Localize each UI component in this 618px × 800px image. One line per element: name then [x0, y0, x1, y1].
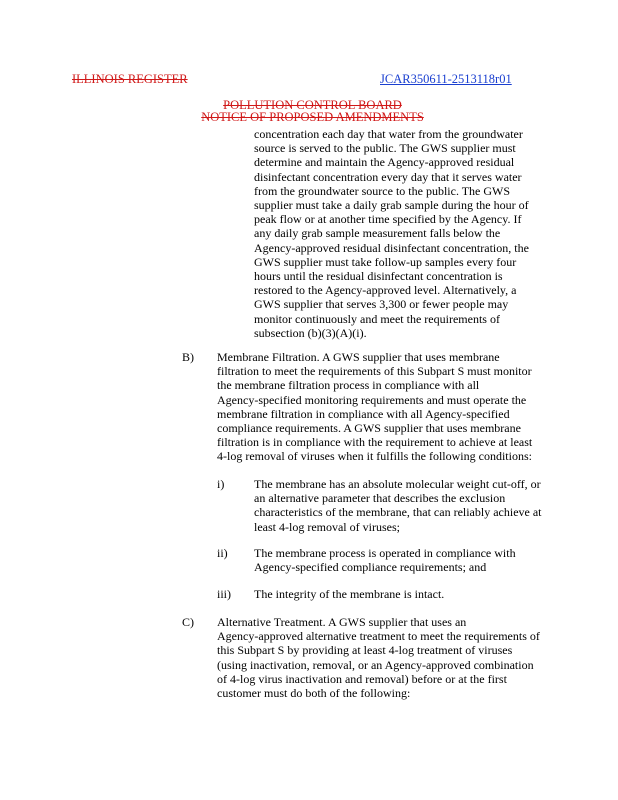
item-c-paragraph — [217, 615, 597, 700]
agency-heading — [190, 99, 435, 123]
text-line: subsection (b)(3)(A)(i). — [254, 325, 367, 340]
subitem-ii-label: ii) — [217, 546, 228, 560]
text-line: GWS supplier that serves 3,300 or fewer people may — [254, 297, 509, 312]
text-line: of 4-log virus inactivation and removal) before or at the first — [217, 671, 507, 686]
text-line: filtration is in compliance with the requirement to achieve at least — [217, 435, 533, 450]
text-line: Agency-specified monitoring requirements and must operate the — [217, 392, 527, 407]
text-line: Membrane Filtration. A GWS supplier that uses membrane — [217, 350, 500, 364]
text-line: any daily grab sample measurement falls below the — [254, 226, 501, 241]
text-line: 4-log removal of viruses when it fulfills the following conditions: — [217, 449, 532, 464]
subitem-iii-label: iii) — [217, 587, 231, 601]
text-line: customer must do both of the following: — [217, 686, 411, 701]
text-line: characteristics of the membrane, that can reliably achieve at — [254, 505, 542, 520]
item-b-paragraph — [217, 350, 597, 464]
text-line: Agency-approved residual disinfectant concentration, the — [254, 240, 529, 255]
text-line: disinfectant concentration every day that it serves water — [254, 169, 522, 184]
text-line: Alternative Treatment. A GWS supplier that uses an — [217, 615, 467, 629]
text-line: Agency-specified compliance requirements; and — [254, 560, 487, 575]
subitem-i-paragraph — [254, 477, 594, 534]
text-line: Agency-approved alternative treatment to meet the requirements of — [217, 629, 540, 644]
text-line: determine and maintain the Agency-approved residual — [254, 155, 515, 170]
text-line: peak flow or at another time specified by the Agency. If — [254, 212, 522, 227]
agency-name: POLLUTION CONTROL BOARD — [223, 98, 402, 112]
register-title: ILLINOIS REGISTER — [72, 72, 188, 86]
text-line: source is served to the public. The GWS supplier must — [254, 141, 516, 156]
text-line: membrane filtration in compliance with all Agency-specified — [217, 406, 510, 421]
text-line: The integrity of the membrane is intact. — [254, 587, 445, 601]
text-line: filtration to meet the requirements of this Subpart S must monitor — [217, 364, 532, 379]
document-id[interactable]: JCAR350611-2513118r01 — [380, 72, 512, 86]
subitem-ii-paragraph — [254, 546, 594, 574]
text-line: this Subpart S by providing at least 4-log treatment of viruses — [217, 643, 513, 658]
item-b-label: B) — [182, 350, 194, 364]
subitem-iii-paragraph — [254, 587, 594, 601]
text-line: hours until the residual disinfectant concentration is — [254, 269, 503, 284]
text-line: restored to the Agency-approved level. Alternatively, a — [254, 283, 517, 298]
text-line: concentration each day that water from the groundwater — [254, 127, 523, 141]
text-line: from the groundwater source to the public. The GWS — [254, 183, 511, 198]
text-line: The membrane has an absolute molecular weight cut-off, or — [254, 477, 541, 491]
text-line: (using inactivation, removal, or an Agency-approved combination — [217, 657, 534, 672]
subitem-i-label: i) — [217, 477, 225, 491]
text-line: the membrane filtration process in compliance with all — [217, 378, 480, 393]
text-line: an alternative parameter that describes the exclusion — [254, 491, 506, 506]
text-line: The membrane process is operated in compliance with — [254, 546, 516, 560]
text-line: supplier must take a daily grab sample during the hour of — [254, 198, 529, 213]
notice-title: NOTICE OF PROPOSED AMENDMENTS — [201, 110, 424, 124]
text-line: monitor continuously and meet the requirements of — [254, 311, 500, 326]
text-line: compliance requirements. A GWS supplier that uses membrane — [217, 421, 521, 436]
text-line: GWS supplier must take follow-up samples every four — [254, 254, 517, 269]
continuation-paragraph — [254, 127, 594, 340]
item-c-label: C) — [182, 615, 194, 629]
text-line: least 4-log removal of viruses; — [254, 519, 400, 534]
